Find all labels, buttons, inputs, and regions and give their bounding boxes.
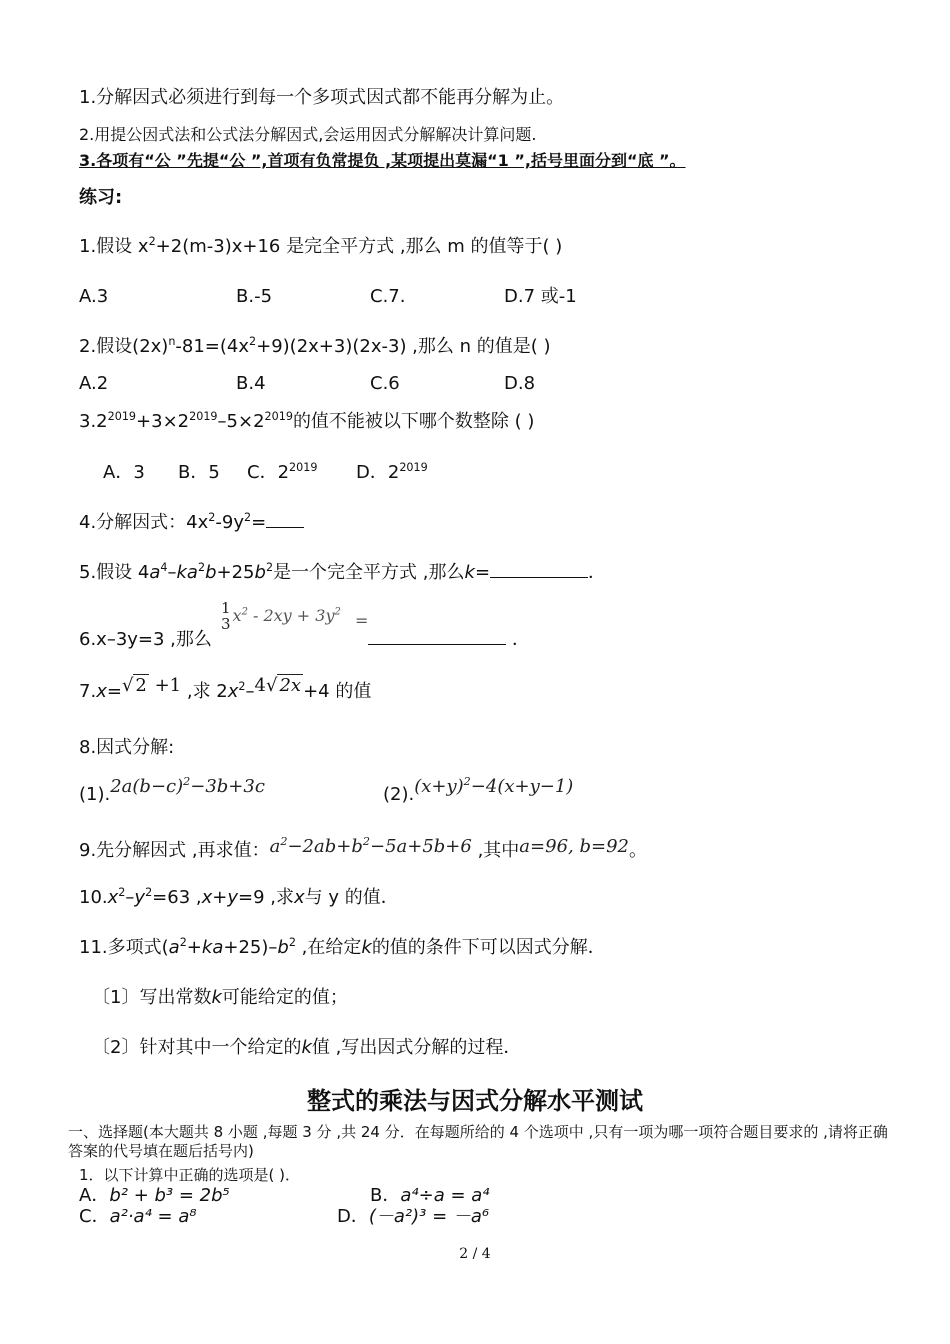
q2-option-c: C.6 [370, 373, 400, 394]
tip-3: 3.各项有“公 ”先提“公 ”,首项有负常提负 ,某项提出莫漏“1 ”,括号里面分到“底 ”。 [79, 151, 686, 170]
question-9: 9.先分解因式 ,再求值：$a^2-2ab+b^2-5a+5b+6$ ,其中a=96, b=92。 [79, 835, 647, 861]
test-q1-option-c: C．a²·a⁴ = a⁸ [79, 1206, 197, 1227]
question-11: 11.多项式$(a^2+ka+25)-b^2$ ,在给定k的值的条件下可以因式分解． [79, 936, 606, 958]
question-7: 7.x=√ 2 +1 ,求 $2x^2-4√$ 2x +4 的值 [79, 675, 372, 702]
q3-option-d: D．$2^{2019}$ [356, 461, 428, 483]
q3-option-a: A．3 [103, 462, 145, 483]
q6-expression: 1 3 $x^2 - 2xy + 3y^2$ [221, 599, 341, 633]
q1-option-a: A.3 [79, 286, 109, 307]
q3-option-b: B．5 [178, 462, 220, 483]
test-q1-option-d: D．(－a²)³ = －a⁶ [337, 1206, 490, 1227]
section-1-instructions: 一、选择题(本大题共 8 小题 ,每题 3 分 ,共 24 分．在每题所给的 4 个选项中 ,只有一项为哪一项符合题目要求的 ,请将正确答案的代号填在题后括号内) [68, 1123, 888, 1160]
tip-2: 2.用提公因式法和公式法分解因式,会运用因式分解解决计算问题. [79, 125, 537, 144]
question-11-sub-2: 〔2〕针对其中一个给定的k值 ,写出因式分解的过程． [92, 1037, 522, 1058]
q3-option-c: C．$2^{2019}$ [247, 461, 318, 483]
sqrt-symbol: 4√ 2x [254, 675, 302, 696]
test-q1-option-b: B．a⁴÷a = a⁴ [370, 1185, 490, 1206]
sqrt-symbol: √ 2 +1 [121, 675, 182, 696]
q8-part-1: $(1).2a(b-c)^2-3b+3c$ [79, 775, 265, 805]
test-title: 整式的乘法与因式分解水平测试 [307, 1087, 643, 1115]
question-1: 1.假设 $x^2+2(m-3)x+16$ 是完全平方式 ,那么 m 的值等于( ) [79, 235, 563, 257]
answer-blank[interactable] [368, 630, 506, 645]
q1-option-b: B.-5 [236, 286, 273, 307]
question-6-label: 6.x–3y=3 ,那么 [79, 629, 212, 650]
test-q1-option-a: A．b² + b³ = 2b⁵ [79, 1185, 230, 1206]
q1-option-c: C.7. [370, 286, 406, 307]
answer-blank[interactable] [266, 513, 304, 528]
tip-1: 1.分解因式必须进行到每一个多项式因式都不能再分解为止。 [79, 87, 565, 108]
question-10: $10.x^2-y^2=63$ ,x+y=9 ,求x与 y 的值． [79, 886, 399, 908]
test-question-1: 1．以下计算中正确的选项是( )． [79, 1166, 301, 1184]
question-4: 4.分解因式：$4x^2-9y^2=$ [79, 512, 304, 534]
page-number: 2 / 4 [459, 1246, 491, 1262]
question-11-sub-1: 〔1〕写出常数k可能给定的值； [92, 987, 348, 1008]
q2-option-b: B.4 [236, 373, 266, 394]
question-8: 8.因式分解: [79, 737, 175, 758]
question-3: $3.2^{2019}+3\times 2^{2019}-5\times 2^{2019}$的值不能被以下哪个数整除 ( ) [79, 410, 535, 432]
question-2: 2.假设$(2x)^n-81=(4x^2+9)(2x+3)(2x-3)$ ,那么 n 的值是( ) [79, 335, 551, 357]
answer-blank[interactable] [490, 563, 588, 578]
q2-option-d: D.8 [504, 373, 536, 394]
q6-answer: ． [368, 629, 530, 651]
fraction-one-third: 1 3 [221, 599, 231, 633]
question-5: 5.假设 $4a^4-ka^2b+25b^2$是一个完全平方式 ,那么k= ． [79, 561, 607, 583]
q2-option-a: A.2 [79, 373, 109, 394]
q8-part-2: $(2).(x+y)^2-4(x+y-1)$ [383, 775, 574, 805]
q1-option-d: D.7 或-1 [504, 286, 577, 307]
q6-equals: = [355, 611, 369, 630]
practice-label: 练习: [79, 187, 123, 208]
